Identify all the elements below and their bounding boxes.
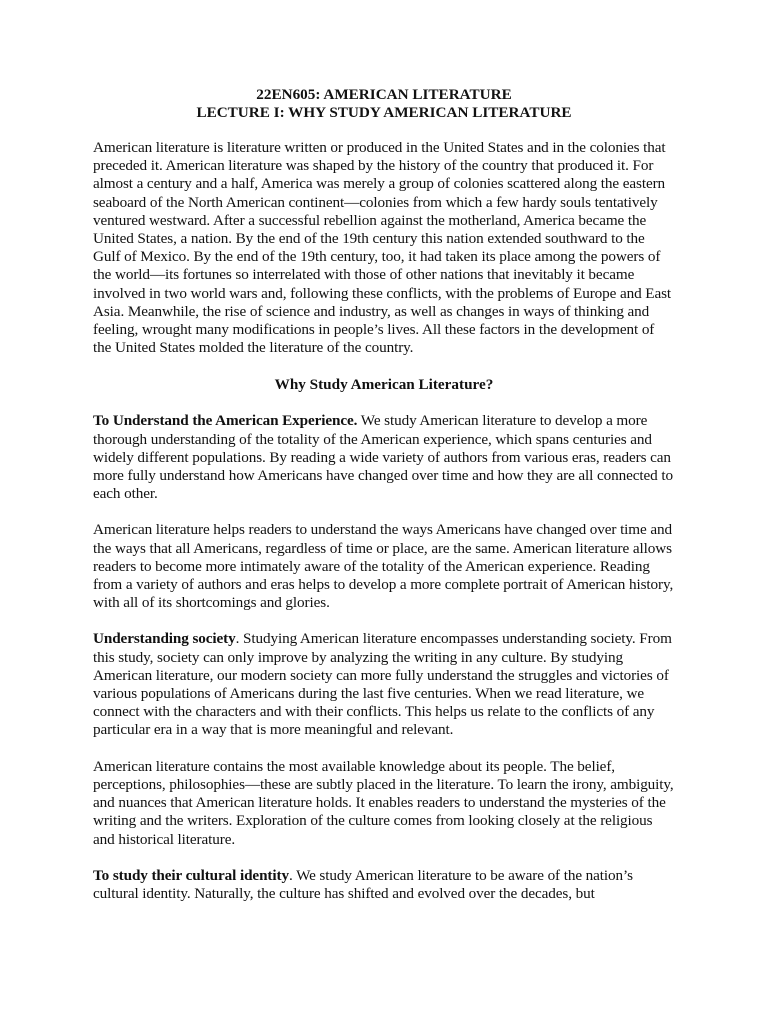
- paragraph-body: . We study American literature to be aware of the nation’s cultural identity. Naturally, the culture has shifted and evolved over the decades, but: [93, 866, 633, 902]
- paragraph-body: . Studying American literature encompasses understanding society. From this study, society can only improve by analyzing the writing in any culture. By studying American literature, our modern society can more fully understand the struggles and victories of various populations of Americans during the last five centuries. When we read literature, we connect with the characters and with their conflicts. This helps us relate to the conflicts of any particular era in a way that is more meaningful and relevant.: [93, 630, 672, 739]
- paragraph-body: We study American literature to develop a more thorough understanding of the totality of the American experience, which spans centuries and widely different populations. By reading a wide variety of authors from various eras, readers can more fully understand how Americans have changed over time and how they are all connected to each other.: [93, 412, 673, 503]
- lecture-title: LECTURE I: WHY STUDY AMERICAN LITERATURE: [196, 104, 572, 121]
- course-title: 22EN605: AMERICAN LITERATURE: [256, 86, 512, 103]
- paragraph-cultural-identity: [93, 867, 675, 903]
- paragraph-lead: To study their cultural identity: [93, 866, 289, 884]
- paragraph-understanding-society: [93, 630, 675, 739]
- paragraph-lead: Understanding society: [93, 630, 236, 648]
- intro-paragraph: American literature is literature written or produced in the United States and in the colonies that preceded it. American literature was shaped by the history of the country that produced it. For almost a century and a half, America was merely a group of colonies scattered along the eastern seaboard of the North American continent—colonies from which a few hardy souls tentatively ventured westward. After a successful rebellion against the motherland, America became the United States, a nation. By the end of the 19th century this nation extended southward to the Gulf of Mexico. By the end of the 19th century, too, it had taken its place among the powers of the world—its fortunes so interrelated with those of other nations that inevitably it became involved in two world wars and, following these conflicts, with the problems of Europe and East Asia. Meanwhile, the rise of science and industry, as well as changes in ways of thinking and feeling, wrought many modifications in people’s lives. All these factors in the development of the United States molded the literature of the country.: [93, 139, 672, 357]
- section-heading: Why Study American Literature?: [274, 376, 494, 394]
- paragraph-knowledge-of-people: American literature contains the most available knowledge about its people. The belief, perceptions, philosophies—these are subtly placed in the literature. To learn the irony, ambiguity, and nuances that American literature holds. It enables readers to understand the mysteries of the writing and the writers. Exploration of the culture comes from looking closely at the religious and historical literature.: [93, 757, 674, 848]
- paragraph-lead: To Understand the American Experience.: [93, 412, 358, 430]
- paragraph-ways-americans-changed: American literature helps readers to understand the ways Americans have changed over time and the ways that all Americans, regardless of time or place, are the same. American literature allows readers to become more intimately aware of the totality of the American experience. Reading from a variety of authors and eras helps to develop a more complete portrait of American history, with all of its shortcomings and glories.: [93, 521, 674, 612]
- paragraph-american-experience: [93, 412, 675, 503]
